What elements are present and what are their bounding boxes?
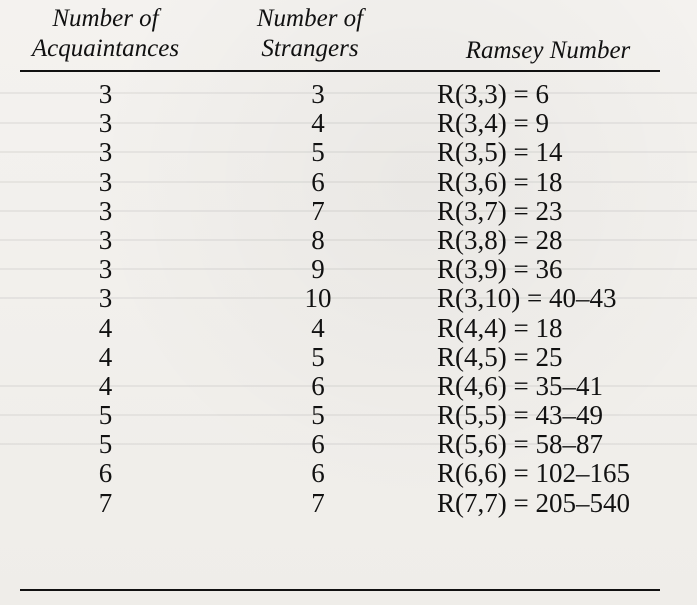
table-row (0, 109, 697, 138)
header-strangers-line2: Strangers (261, 35, 359, 62)
acquaintances-cell: 3 (98, 283, 113, 314)
strangers-cell: 3 (311, 79, 325, 109)
strangers-cell: 5 (311, 341, 325, 372)
table-row (0, 343, 697, 372)
table-row (0, 372, 697, 401)
ramsey-number-cell: R(3,8) = 28 (437, 224, 563, 255)
strangers-cell: 6 (311, 458, 325, 489)
acquaintances-cell: 3 (98, 195, 113, 226)
acquaintances-cell: 5 (98, 400, 113, 431)
acquaintances-cell: 3 (98, 254, 113, 285)
table-row (0, 401, 697, 430)
acquaintances-cell: 3 (98, 166, 113, 197)
strangers-cell: 7 (311, 195, 325, 226)
header-acquaintances-line1: Number of (52, 5, 159, 32)
ramsey-number-cell: R(3,4) = 9 (437, 108, 549, 139)
table-bottom-rule (20, 589, 660, 591)
table-body (0, 80, 697, 518)
table-row (0, 226, 697, 255)
strangers-cell: 6 (311, 370, 325, 401)
strangers-cell: 10 (304, 283, 332, 314)
ramsey-number-cell: R(7,7) = 205–540 (437, 487, 630, 518)
acquaintances-cell: 4 (98, 370, 113, 401)
table-row (0, 430, 697, 459)
strangers-cell: 4 (311, 312, 325, 343)
table-row (0, 255, 697, 284)
table-row (0, 314, 697, 343)
table-top-rule (20, 70, 660, 72)
strangers-cell: 4 (311, 108, 325, 139)
table-row (0, 197, 697, 226)
acquaintances-cell: 3 (98, 224, 113, 255)
header-strangers-line1: Number of (256, 5, 364, 32)
strangers-cell: 5 (311, 400, 325, 431)
acquaintances-cell: 3 (98, 79, 113, 109)
ramsey-number-cell: R(3,5) = 14 (437, 137, 563, 168)
ramsey-number-cell: R(5,5) = 43–49 (437, 400, 603, 431)
table-row (0, 459, 697, 488)
ramsey-number-cell: R(3,9) = 36 (437, 254, 563, 285)
ramsey-number-cell: R(6,6) = 102–165 (437, 458, 630, 489)
header-acquaintances-line2: Acquaintances (31, 35, 180, 62)
strangers-cell: 8 (311, 224, 325, 255)
ramsey-number-cell: R(4,6) = 35–41 (437, 370, 603, 401)
table-row (0, 489, 697, 518)
ramsey-number-cell: R(4,4) = 18 (437, 312, 563, 343)
ramsey-number-cell: R(3,7) = 23 (437, 195, 563, 226)
acquaintances-cell: 4 (98, 341, 113, 372)
strangers-cell: 6 (311, 166, 325, 197)
table-row (0, 168, 697, 197)
ramsey-number-cell: R(5,6) = 58–87 (437, 429, 603, 460)
strangers-cell: 9 (311, 254, 325, 285)
ramsey-number-cell: R(3,10) = 40–43 (437, 283, 617, 314)
ramsey-number-cell: R(3,6) = 18 (437, 166, 563, 197)
acquaintances-cell: 4 (98, 312, 113, 343)
strangers-cell: 5 (311, 137, 325, 168)
acquaintances-cell: 3 (98, 108, 113, 139)
ramsey-number-cell: R(4,5) = 25 (437, 341, 563, 372)
table-row (0, 80, 697, 109)
acquaintances-cell: 6 (98, 458, 113, 489)
header-strangers (240, 4, 380, 64)
header-ramsey-label: Ramsey Number (465, 37, 631, 64)
acquaintances-cell: 3 (98, 137, 113, 168)
table-row (0, 284, 697, 313)
header-ramsey-number (448, 36, 648, 66)
strangers-cell: 7 (311, 487, 325, 518)
acquaintances-cell: 7 (98, 487, 113, 518)
strangers-cell: 6 (311, 429, 325, 460)
header-acquaintances (18, 4, 193, 64)
table-row (0, 138, 697, 167)
acquaintances-cell: 5 (98, 429, 113, 460)
ramsey-number-cell: R(3,3) = 6 (437, 79, 549, 109)
